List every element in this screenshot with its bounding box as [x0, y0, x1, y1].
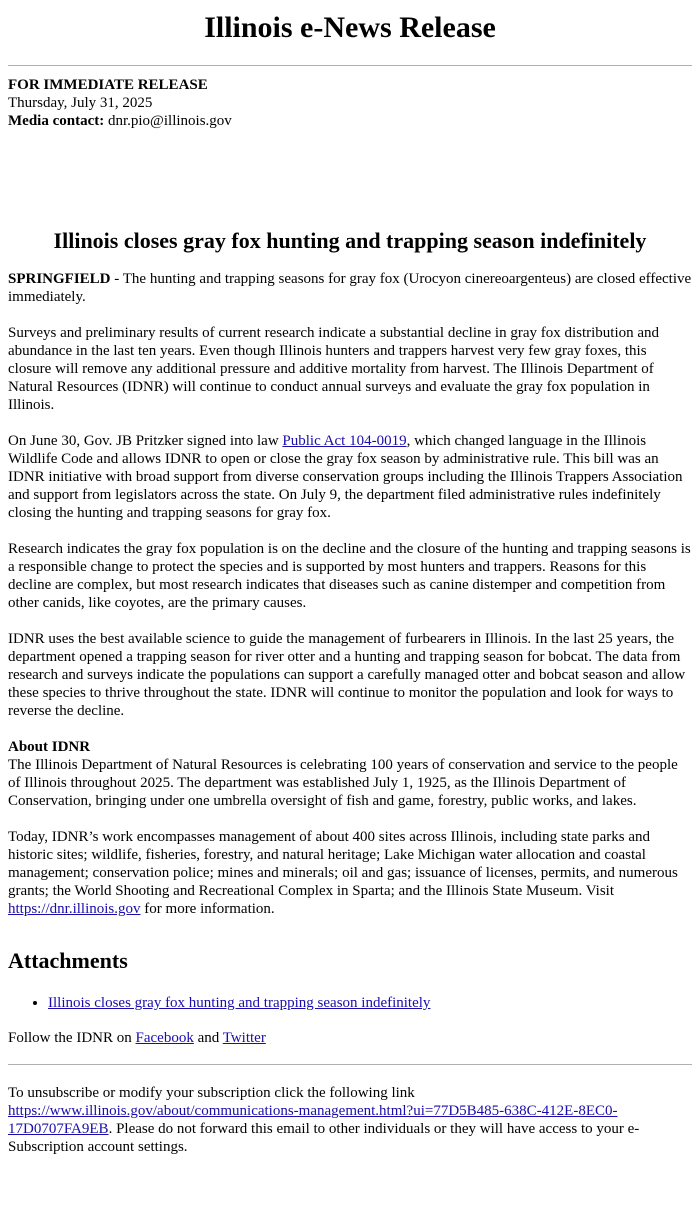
paragraph-2: Surveys and preliminary results of current research indicate a substantial decline in gray fox distribution and abundance in the last ten years. Even though Illinois hunters and trappers harvest very few gray foxes, this closure will remove any additional pressure and additive mortality from harvest. The Illinois Department of Natural Resources (IDNR) will continue to conduct annual surveys and evaluate the gray fox population in Illinois. [8, 325, 660, 413]
twitter-link[interactable]: Twitter [222, 1030, 266, 1046]
attachments-list [8, 994, 692, 1012]
subscription-management-link[interactable]: https://www.illinois.gov/about/communications-management.html?ui=77D5B485-638C-412E-8EC0-17D0707FA9EB [8, 1103, 618, 1137]
contact-email: dnr.pio@illinois.gov [104, 113, 232, 129]
contact-label: Media contact: [8, 113, 105, 129]
release-label: FOR IMMEDIATE RELEASE [8, 77, 208, 93]
top-divider [8, 65, 692, 66]
banner-title: Illinois e-News Release [204, 11, 496, 44]
attachments-heading: Attachments [8, 948, 128, 973]
paragraph-1: SPRINGFIELD - The hunting and trapping seasons for gray fox (Urocyon cinereoargenteus) are closed effective immediately. [8, 271, 692, 305]
media-contact [8, 112, 692, 130]
attachment-link[interactable]: Illinois closes gray fox hunting and trapping season indefinitely [48, 995, 431, 1011]
paragraph-7: Today, IDNR’s work encompasses management of about 400 sites across Illinois, including state parks and historic sites; wildlife, fisheries, forestry, and natural heritage; Lake Michigan water allocation and coastal management; conservation police; mines and minerals; oil and gas; issuance of licenses, permits, and numerous grants; the World Shooting and Recreational Complex in Sparta; and the Illinois State Museum. Visit https://dnr.illinois.gov for more information. [8, 829, 678, 917]
bottom-divider [8, 1064, 692, 1065]
about-idnr: About IDNR The Illinois Department of Natural Resources is celebrating 100 years of conservation and service to the people of Illinois throughout 2025. The department was established July 1, 1925, as the Illinois Department of Conservation, bringing under one umbrella oversight of fish and game, forestry, public works, and lakes. [8, 739, 678, 809]
paragraph-4: Research indicates the gray fox population is on the decline and the closure of the hunting and trapping seasons is a responsible change to protect the species and is supported by most hunters and trappers. Reasons for this decline are complex, but most research indicates that diseases such as canine distemper and competition from other canids, like coyotes, are the primary causes. [8, 541, 691, 611]
facebook-link[interactable]: Facebook [135, 1030, 194, 1046]
unsubscribe-text: To unsubscribe or modify your subscription click the following link https://www.illinois.gov/about/communications-management.html?ui=77D5B485-638C-412E-8EC0-17D0707FA9EB. Please do not forward this email to other individuals or they will have access to your e-Subscription account settings. [8, 1085, 640, 1155]
headline: Illinois closes gray fox hunting and trapping season indefinitely [53, 228, 647, 253]
follow-line: Follow the IDNR on Facebook and Twitter [8, 1030, 266, 1046]
release-date: Thursday, July 31, 2025 [8, 95, 153, 111]
paragraph-5: IDNR uses the best available science to guide the management of furbearers in Illinois. In the last 25 years, the department opened a trapping season for river otter and a hunting and trapping season for bobcat. The data from research and surveys indicate the populations can support a carefully managed otter and bobcat season and allow these species to thrive throughout the state. IDNR will continue to monitor the population and look for ways to reverse the decline. [8, 631, 686, 719]
paragraph-3: On June 30, Gov. JB Pritzker signed into law Public Act 104-0019, which changed language in the Illinois Wildlife Code and allows IDNR to open or close the gray fox season by administrative rule. This bill was an IDNR initiative with broad support from diverse conservation groups including the Illinois Trappers Association and support from legislators across the state. On July 9, the department filed administrative rules indefinitely closing the hunting and trapping seasons for gray fox. [8, 433, 683, 521]
public-act-link[interactable]: Public Act 104-0019 [282, 433, 407, 449]
dateline: SPRINGFIELD [8, 271, 111, 287]
dnr-website-link[interactable]: https://dnr.illinois.gov [8, 901, 141, 917]
article-body [8, 270, 692, 918]
about-heading: About IDNR [8, 739, 91, 755]
release-meta [8, 76, 692, 130]
list-item [48, 994, 692, 1012]
